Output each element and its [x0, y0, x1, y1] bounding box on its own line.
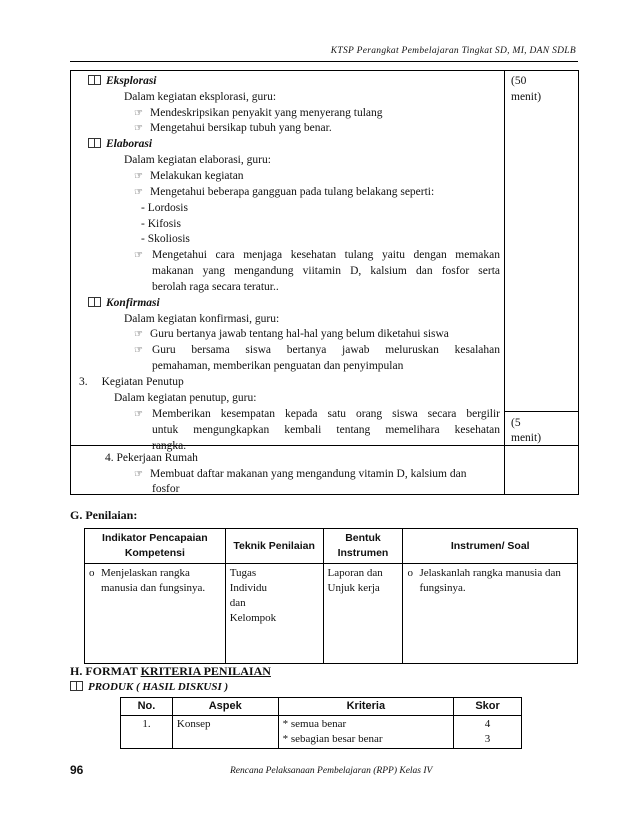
- list-item-text: Memberikan kesempatan kepada satu orang siswa secara bergilir: [152, 408, 500, 420]
- page-footer: Rencana Pelaksanaan Pembelajaran (RPP) Kelas IV: [230, 766, 433, 776]
- pointing-hand-icon: ☞: [134, 187, 143, 198]
- list-item: [134, 248, 150, 263]
- time-allocation: (5: [511, 417, 521, 429]
- table-row-divider: [71, 445, 578, 446]
- table-row: [121, 716, 522, 749]
- table-cell: Konsep: [172, 716, 278, 749]
- pointing-hand-icon: ☞: [134, 409, 143, 420]
- column-header: Teknik Penilaian: [225, 529, 323, 564]
- elaborasi-intro: Dalam kegiatan elaborasi, guru:: [124, 154, 271, 166]
- list-item: ☞ Mengetahui beberapa gangguan pada tulang belakang seperti:: [134, 186, 435, 198]
- table-cell: Tugas Individu dan Kelompok: [225, 564, 323, 664]
- eksplorasi-intro: Dalam kegiatan eksplorasi, guru:: [124, 91, 277, 103]
- book-icon: [88, 138, 101, 148]
- konfirmasi-heading: Konfirmasi: [88, 296, 160, 311]
- list-item-text: berolah raga secara teratur..: [152, 281, 279, 293]
- produk-heading: PRODUK ( HASIL DISKUSI ): [70, 680, 228, 693]
- book-icon: [88, 75, 101, 85]
- pointing-hand-icon: ☞: [134, 108, 143, 119]
- pointing-hand-icon: ☞: [134, 469, 143, 480]
- list-item: ☞ Membuat daftar makanan yang mengandung vitamin D, kalsium dan: [134, 468, 467, 480]
- column-header: Bentuk Instrumen: [323, 529, 403, 564]
- column-header: Aspek: [172, 698, 278, 716]
- penilaian-heading: G. Penilaian:: [70, 508, 138, 522]
- eksplorasi-heading: Eksplorasi: [88, 74, 157, 89]
- list-item-text: pemahaman, memberikan penguatan dan penyimpulan: [152, 360, 404, 372]
- pointing-hand-icon: ☞: [134, 329, 143, 340]
- list-item: [134, 343, 150, 358]
- table-cell: o Jelaskanlah rangka manusia dan fungsinya.: [403, 564, 578, 664]
- list-item: ☞ Melakukan kegiatan: [134, 170, 244, 182]
- list-item: ☞ Mengetahui bersikap tubuh yang benar.: [134, 122, 332, 134]
- penilaian-table: [84, 528, 578, 664]
- table-column-divider: [504, 71, 505, 494]
- penutup-intro: Dalam kegiatan penutup, guru:: [114, 392, 257, 404]
- table-time-divider: [504, 411, 578, 412]
- list-item: - Skoliosis: [141, 233, 190, 245]
- list-item-text: Mengetahui cara menjaga kesehatan tulang yaitu dengan memakan: [152, 249, 500, 261]
- time-allocation: menit): [511, 432, 542, 444]
- list-item-text: rangka.: [152, 440, 187, 452]
- list-item: - Kifosis: [141, 218, 181, 230]
- list-item: ☞ Mendeskripsikan penyakit yang menyerang tulang: [134, 107, 383, 119]
- list-item-text: makanan yang mengandung viitamin D, kalsium dan fosfor serta: [152, 265, 500, 277]
- kriteria-table: [120, 697, 522, 749]
- book-icon: [88, 297, 101, 307]
- pointing-hand-icon: ☞: [134, 123, 143, 134]
- column-header: Indikator Pencapaian Kompetensi: [85, 529, 226, 564]
- book-icon: [70, 681, 83, 691]
- page-number: 96: [70, 763, 84, 777]
- column-header: Instrumen/ Soal: [403, 529, 578, 564]
- time-allocation: menit): [511, 91, 542, 103]
- list-item: ☞ Guru bertanya jawab tentang hal-hal yang belum diketahui siswa: [134, 328, 449, 340]
- pointing-hand-icon: ☞: [134, 250, 143, 261]
- time-allocation: (50: [511, 75, 527, 87]
- table-cell: o Menjelaskan rangka manusia dan fungsinya.: [85, 564, 226, 664]
- column-header: Kriteria: [278, 698, 453, 716]
- header-divider: [70, 61, 578, 62]
- penutup-heading: 3. Kegiatan Penutup: [79, 376, 184, 388]
- list-item-text: Guru bersama siswa bertanya jawab meluruskan kesalahan: [152, 344, 500, 356]
- list-item-text: fosfor: [152, 483, 180, 495]
- pointing-hand-icon: ☞: [134, 171, 143, 182]
- list-item-text: untuk mengungkapkan kembali tentang memelihara kesehatan: [152, 424, 500, 436]
- elaborasi-heading: Elaborasi: [88, 137, 152, 152]
- list-item: [134, 407, 150, 422]
- konfirmasi-intro: Dalam kegiatan konfirmasi, guru:: [124, 313, 280, 325]
- activity-table: [70, 70, 579, 495]
- table-cell: 4 3: [454, 716, 522, 749]
- running-header: KTSP Perangkat Pembelajaran Tingkat SD, MI, DAN SDLB: [330, 46, 576, 56]
- table-cell: Laporan dan Unjuk kerja: [323, 564, 403, 664]
- column-header: Skor: [454, 698, 522, 716]
- table-row: [85, 564, 578, 664]
- list-item: - Lordosis: [141, 202, 188, 214]
- column-header: No.: [121, 698, 173, 716]
- table-cell: 1.: [121, 716, 173, 749]
- rumah-heading: 4. Pekerjaan Rumah: [105, 452, 198, 464]
- format-heading: H. FORMAT KRITERIA PENILAIAN: [70, 664, 271, 678]
- table-cell: * semua benar * sebagian besar benar: [278, 716, 453, 749]
- pointing-hand-icon: ☞: [134, 345, 143, 356]
